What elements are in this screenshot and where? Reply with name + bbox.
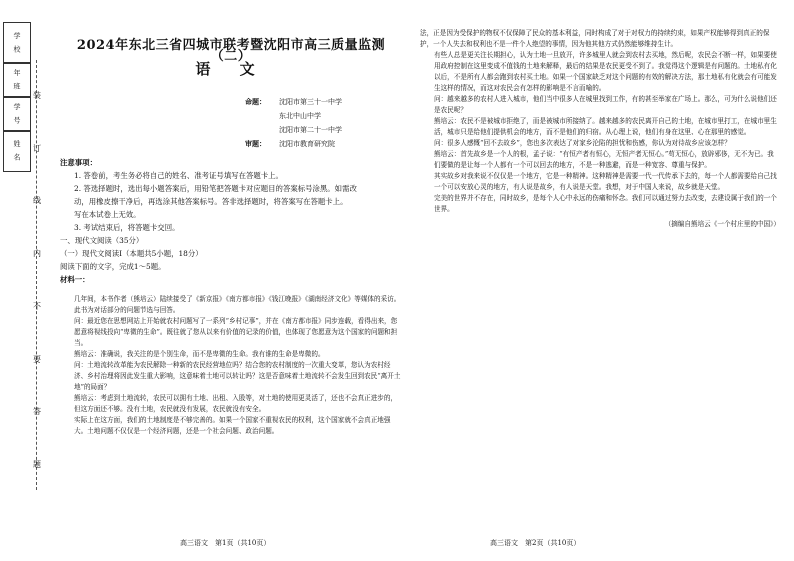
seal-char: 订 (33, 143, 41, 153)
passage-paragraph: 熊培云：首先故乡是一个人的根，孟子说：“有恒产者有恒心，无恒产者无恒心。”苟无恒心，放辟邪侈，无不为已。我们要做的是让每一个人都有一个可以回去的地方，不是一种逃避，而是一种宽容、尊重与保护。 (434, 150, 774, 169)
notice-item: 动，用橡皮擦干净后，再选涂其他答案标号。答非选择题时，将答案写在答题卡上。 (74, 197, 348, 206)
class-field: 年 班 (3, 62, 31, 98)
notice-item: 3. 考试结束后，将答题卡交回。 (74, 223, 180, 232)
notice-heading: 注意事项： (60, 158, 97, 167)
notice-item: 2. 答选择题时，选出每小题答案后，用铅笔把答题卡对应题目的答案标号涂黑。如需改 (74, 184, 357, 193)
passage-paragraph: 问：越来越多的农村人进入城市，他们当中很多人在城里找到工作，有的甚至举家在广场上。那么，可为什么说他们还是农民呢？ (434, 95, 777, 114)
seal-char: 要 (33, 354, 41, 364)
seal-char: 装 (33, 91, 41, 100)
source-citation: （摘编自熊培云《一个村庄里的中国》） (664, 220, 780, 228)
seal-char: 不 (33, 301, 41, 311)
reviewer-label: 审题： (245, 139, 266, 148)
passage-paragraph: 熊培云：农民不是被城市拒绝了，而是被城市所接纳了。越来越多的农民离开自己的土地，在城市里打工，在城市里生活，城市只是给他们提供机会的地方，而不是他们的归宿。从心理上说，他们有身在这里、心在那里的感觉。 (434, 117, 777, 136)
section-instruction: 阅读下面的文字，完成1～5题。 (60, 262, 166, 271)
notice-item: 写在本试卷上无效。 (74, 210, 141, 219)
school-field: 学 校 (3, 22, 31, 64)
exam-title: 2024年东北三省四城市联考暨沈阳市高三质量监测（二） (76, 38, 386, 64)
passage-paragraph: 法，正是因为受保护的物权不仅保障了民众的基本利益，同时构成了对于对权力的持续约束，如果产权能够得到真正的保护，一个人失去和权利也不是一件个人绝望的事情，因为他其他方式仍然能够维持生计。 (420, 29, 770, 48)
proposer-school: 沈阳市第三十一中学 (279, 98, 342, 106)
passage-paragraph: 问：土地流转改革能为农民解除一种新的农民经营地位吗？结合您的农村制度的一次重大变革，您认为农村经济、乡村治理将因此发生重大影响，这意味着土地可以转让吗？这是否意味着土地流转不会发生回到农民“离开土地”的局面？ (74, 361, 401, 391)
student-id-field: 学 号 (3, 96, 31, 132)
passage-paragraph: 有些人总是更关注长期担心，认为土地一旦放开，许多城里人就会到农村去买地，然后呢，农民会不断一样，如果要使用政府控制在这里变成不值钱的土地来解释，最后的结果是农民更受不到了。我觉得这个逻辑是有问题的。土地私有化以后，不是所有人都会跑到农村买土地。如果一个国家缺乏对这个问题的有效的解决方法，那土地私有化就会有可能发生这样的情况，而这对农民会有怎样的影响是不言而喻的。 (434, 51, 777, 92)
proposer-school: 沈阳市第二十一中学 (279, 126, 342, 134)
passage-paragraph: 问：最近您在思想网站上开始就农村问题写了一系列“乡村记事”，并在《南方都市报》同步连载，看得出来，您愿意将视线投向“卑微的生命”。既往就了您从以来有价值的记录的价值，也体现了您愿意为这个国家的问题和担当。 (74, 317, 398, 347)
passage-paragraph: 实际上在这方面，我们的土地制度是不够完善的。如果一个国家不重视农民的权利，这个国家就不会真正地强大。土地问题不仅仅是一个经济问题，还是一个社会问题、政治问题。 (74, 416, 391, 435)
passage-paragraph: 其实故乡对我来说不仅仅是一个地方，它是一种精神。这种精神是需要一代一代传承下去的，每一个人都需要给自己找一个可以安放心灵的地方，有人说是故乡，有人说是天堂。我想，对于中国人来说，故乡就是天堂。 (434, 172, 777, 191)
material-label: 材料一： (60, 275, 90, 284)
passage-paragraph: 熊培云：考虑到土地流转，农民可以拥有土地、出租、入股等，对土地的使用更灵活了，还也不会真正进步的，但这方面还不够。没有土地，农民就没有发展，农民就没有安全。 (74, 394, 398, 413)
section-sub: （一）现代文阅读Ⅰ（本题共5小题，18分） (60, 249, 203, 258)
reviewer-org: 沈阳市教育研究院 (279, 140, 335, 148)
seal-char: 线 (33, 196, 41, 206)
subject-title: 语 文 (195, 60, 267, 78)
seal-char: 答 (33, 407, 41, 417)
notice-block (60, 156, 402, 286)
author-block (245, 95, 342, 151)
passage-paragraph: 几年间，本书作者（熊培云）陆续接受了《新京报》《南方都市报》《钱江晚报》《湖南经济文化》等媒体的采访。此书为对话部分的问题节选与回答。 (74, 295, 401, 314)
proposer-label: 命题： (245, 97, 266, 106)
page-2-footer: 高三语文 第2页（共10页） (490, 539, 581, 547)
passage-paragraph: 完美的世界并不存在，同时故乡，是每个人心中永远的伤痛和怀念。我们可以通过努力去改变，去建设属于我们的一个世界。 (434, 194, 777, 213)
proposer-school: 东北中山中学 (279, 112, 321, 120)
seal-char: 题 (33, 459, 41, 469)
notice-item: 1. 答卷前，考生务必将自己的姓名、准考证号填写在答题卡上。 (74, 171, 283, 180)
seal-warning (30, 90, 44, 470)
passage-paragraph: 问：很多人感慨“回不去故乡”，您也多次表达了对家乡沦陷的担忧和伤感，你认为对待故乡应该怎样？ (434, 139, 731, 147)
seal-char: 内 (33, 249, 41, 259)
passage-paragraph: 熊培云：准确说，我关注的是个别生命，而不是卑微的生命。我有谁的生命是卑微的。 (74, 350, 325, 358)
passage-page-2 (420, 28, 780, 230)
page-1-footer: 高三语文 第1页（共10页） (180, 539, 271, 547)
section-part: 一、现代文阅读（35分） (60, 236, 144, 245)
passage-page-1 (60, 294, 402, 437)
name-field: 姓 名 (3, 130, 31, 172)
binding-strip (0, 0, 48, 561)
